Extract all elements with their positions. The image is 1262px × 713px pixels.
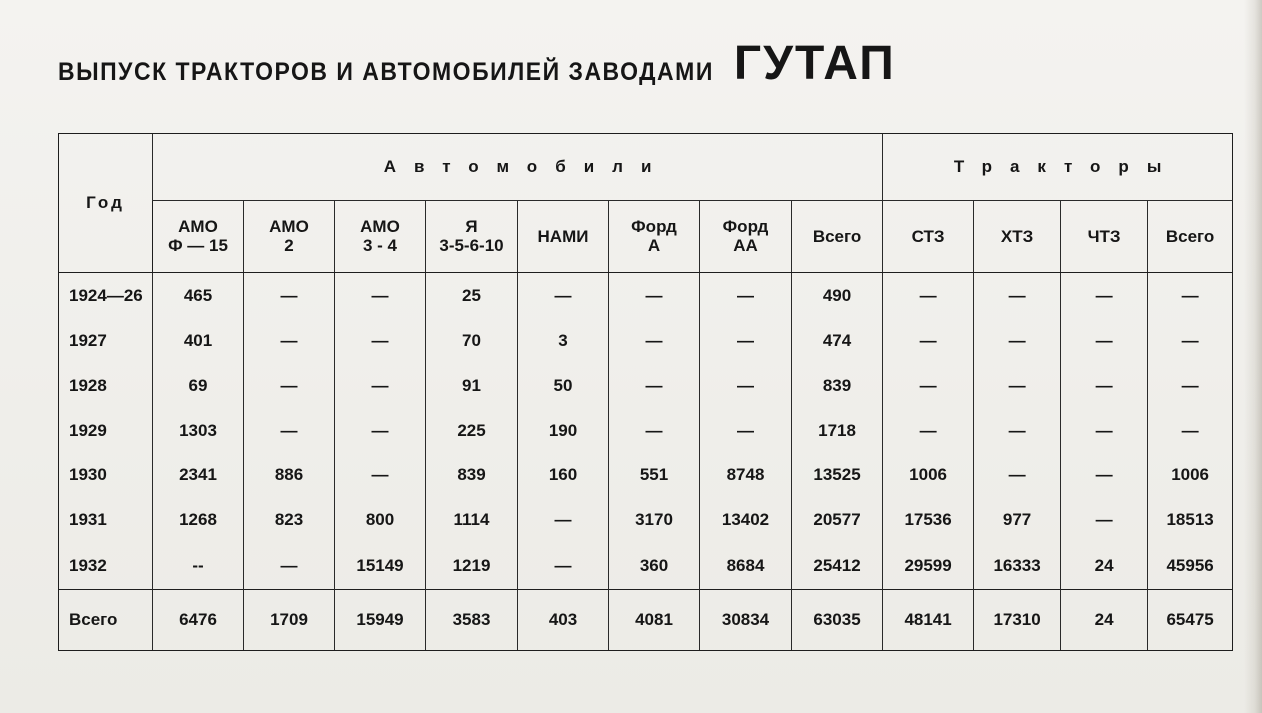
table-cell: 15149 (335, 543, 426, 589)
table-cell: — (1061, 272, 1148, 318)
table-cell: 1268 (153, 497, 244, 543)
table-cell: — (700, 318, 792, 362)
title-main: ВЫПУСК ТРАКТОРОВ И АВТОМОБИЛЕЙ ЗАВОДАМИ (58, 56, 714, 86)
table-cell: — (335, 318, 426, 362)
table-cell: 800 (335, 497, 426, 543)
table-cell: 69 (153, 363, 244, 409)
table-cell: — (883, 363, 974, 409)
group-header-cars: Автомобили (153, 134, 883, 201)
table-cell: — (609, 318, 700, 362)
column-header-line2: 3 - 4 (362, 236, 398, 256)
table-cell: — (244, 409, 335, 453)
column-header-line1: АМО (360, 217, 400, 237)
group-header-tractors: Тракторы (883, 134, 1233, 201)
table-cell: 360 (609, 543, 700, 589)
table-cell: — (609, 363, 700, 409)
year-cell: 1930 (59, 453, 153, 497)
table-cell: 190 (518, 409, 609, 453)
table-cell: 3170 (609, 497, 700, 543)
column-header (426, 201, 518, 272)
year-cell: 1924—26 (59, 272, 153, 318)
table-cell: 3 (518, 318, 609, 362)
total-cell: 3583 (426, 590, 518, 651)
table-row (59, 543, 1233, 589)
table-cell: — (974, 453, 1061, 497)
total-cell: 17310 (974, 590, 1061, 651)
total-cell: 24 (1061, 590, 1148, 651)
table-cell: — (700, 409, 792, 453)
year-header: Год (59, 134, 153, 273)
table-cell: 2341 (153, 453, 244, 497)
table-cell: 1718 (792, 409, 883, 453)
table-cell: — (609, 409, 700, 453)
table-row (59, 318, 1233, 362)
table-cell: 13525 (792, 453, 883, 497)
year-cell: 1932 (59, 543, 153, 589)
table-row (59, 272, 1233, 318)
total-cell: 65475 (1148, 590, 1233, 651)
table-cell: 160 (518, 453, 609, 497)
total-cell: 4081 (609, 590, 700, 651)
table-cell: 24 (1061, 543, 1148, 589)
page-edge-shadow (1244, 0, 1262, 713)
year-cell: 1928 (59, 363, 153, 409)
table-cell: 50 (518, 363, 609, 409)
column-header (883, 201, 974, 272)
table-cell: 465 (153, 272, 244, 318)
table-cell: 1006 (883, 453, 974, 497)
table-cell: — (244, 543, 335, 589)
total-cell: 403 (518, 590, 609, 651)
column-header (1148, 201, 1233, 272)
table-cell: — (1148, 272, 1233, 318)
production-table (58, 133, 1233, 651)
table-cell: 977 (974, 497, 1061, 543)
column-header-line1: Всего (812, 226, 862, 246)
table-cell: 474 (792, 318, 883, 362)
total-cell: 1709 (244, 590, 335, 651)
column-header-line1: НАМИ (537, 226, 589, 246)
table-cell: — (335, 272, 426, 318)
year-cell: 1929 (59, 409, 153, 453)
total-cell: 63035 (792, 590, 883, 651)
column-header-line2: А (647, 236, 661, 256)
table-cell: 886 (244, 453, 335, 497)
column-header-line1: АМО (269, 217, 309, 237)
column-header-line1: ХТЗ (1000, 226, 1034, 246)
table-cell: 1114 (426, 497, 518, 543)
table-cell: 8748 (700, 453, 792, 497)
column-header-line1: Я (465, 217, 478, 237)
column-header-line2: Ф — 15 (168, 236, 228, 256)
column-header (1061, 201, 1148, 272)
total-cell: 15949 (335, 590, 426, 651)
total-cell: 30834 (700, 590, 792, 651)
column-header-line2: 2 (284, 236, 294, 256)
table-cell: 1006 (1148, 453, 1233, 497)
table-cell: 401 (153, 318, 244, 362)
table-cell: — (974, 363, 1061, 409)
table-cell: — (1148, 409, 1233, 453)
table-cell: — (1148, 363, 1233, 409)
table-cell: — (244, 363, 335, 409)
total-cell: 48141 (883, 590, 974, 651)
column-header (609, 201, 700, 272)
column-header-line1: Форд (631, 217, 677, 237)
table-cell: — (518, 272, 609, 318)
table-cell: — (1061, 497, 1148, 543)
column-header-line2: 3-5-6-10 (439, 236, 504, 256)
table-cell: — (974, 409, 1061, 453)
table-cell: — (883, 318, 974, 362)
table-cell: — (518, 543, 609, 589)
table-cell: — (518, 497, 609, 543)
table-row (59, 497, 1233, 543)
table-cell: 20577 (792, 497, 883, 543)
table-cell: — (335, 409, 426, 453)
table-cell: — (883, 409, 974, 453)
table-row (59, 363, 1233, 409)
table-cell: 25 (426, 272, 518, 318)
table-cell: 70 (426, 318, 518, 362)
table-cell: 8684 (700, 543, 792, 589)
title-brand: ГУТАП (733, 37, 896, 90)
column-header (335, 201, 426, 272)
table-cell: 25412 (792, 543, 883, 589)
table-cell: 551 (609, 453, 700, 497)
column-header (974, 201, 1061, 272)
table-cell: 1219 (426, 543, 518, 589)
table-cell: 29599 (883, 543, 974, 589)
column-header-line1: Форд (722, 217, 769, 237)
page-title (58, 37, 896, 90)
table-cell: 18513 (1148, 497, 1233, 543)
table-cell: 823 (244, 497, 335, 543)
table-cell: — (700, 272, 792, 318)
table-row (59, 453, 1233, 497)
table-cell: — (609, 272, 700, 318)
table-cell: -- (153, 543, 244, 589)
table-cell: 16333 (974, 543, 1061, 589)
column-header (700, 201, 792, 272)
table-cell: 839 (426, 453, 518, 497)
year-cell: 1927 (59, 318, 153, 362)
column-header-line1: ЧТЗ (1087, 226, 1121, 246)
table-cell: — (974, 272, 1061, 318)
column-header (153, 201, 244, 272)
table-cell: 839 (792, 363, 883, 409)
column-header-line2: АА (733, 236, 758, 256)
table-cell: — (335, 363, 426, 409)
total-row (59, 590, 1233, 651)
table-cell: — (1061, 363, 1148, 409)
table-cell: — (1148, 318, 1233, 362)
table-row (59, 409, 1233, 453)
table-cell: 1303 (153, 409, 244, 453)
table-cell: — (335, 453, 426, 497)
year-cell: 1931 (59, 497, 153, 543)
column-header-line1: АМО (178, 217, 218, 237)
table-cell: — (700, 363, 792, 409)
table-cell: — (883, 272, 974, 318)
table-cell: 13402 (700, 497, 792, 543)
table-cell: 17536 (883, 497, 974, 543)
table-cell: — (1061, 453, 1148, 497)
table-cell: — (1061, 318, 1148, 362)
table-cell: 45956 (1148, 543, 1233, 589)
column-header-line1: Всего (1165, 226, 1215, 246)
table-cell: 225 (426, 409, 518, 453)
table-cell: — (244, 318, 335, 362)
column-header (244, 201, 335, 272)
total-label: Всего (59, 590, 153, 651)
total-cell: 6476 (153, 590, 244, 651)
table-cell: — (974, 318, 1061, 362)
table-cell: 490 (792, 272, 883, 318)
table-cell: — (244, 272, 335, 318)
table-cell: 91 (426, 363, 518, 409)
column-header (518, 201, 609, 272)
table-cell: — (1061, 409, 1148, 453)
column-header (792, 201, 883, 272)
column-header-line1: СТЗ (911, 226, 945, 246)
